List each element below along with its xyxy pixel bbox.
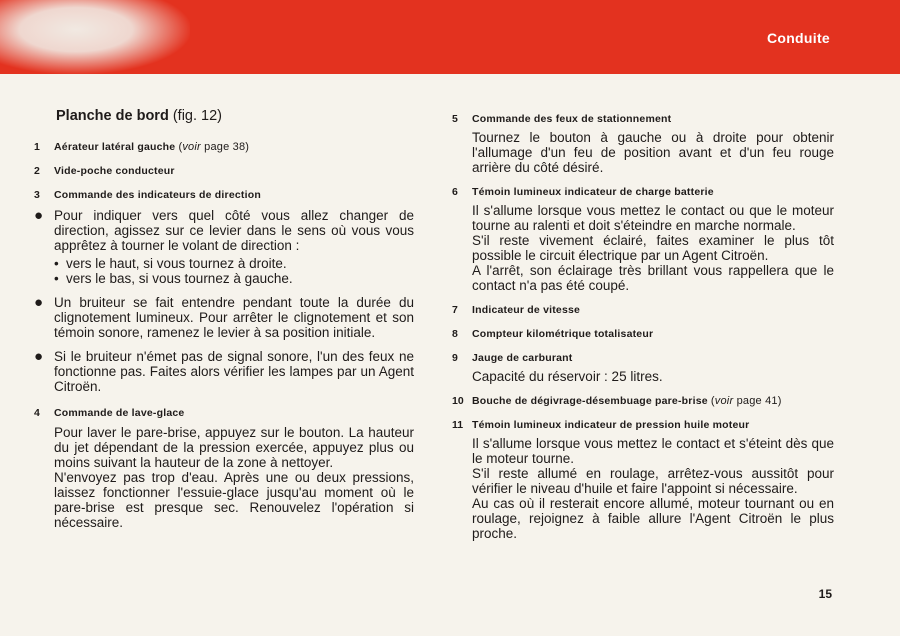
header-band bbox=[0, 0, 900, 74]
item-5-text: Tournez le bouton à gauche ou à droite pour obtenir l'allumage d'un feu de position avant et d'un feu rouge arrière du côté désiré. bbox=[472, 130, 834, 175]
item-11-text: S'il reste allumé en roulage, arrêtez-vous aussitôt pour vérifier le niveau d'huile et faire l'appoint si nécessaire. bbox=[472, 466, 834, 496]
chapter-title: Conduite bbox=[766, 30, 830, 46]
item-6-text: A l'arrêt, son éclairage très brillant vous rappellera que le contact n'a pas été coupé. bbox=[472, 263, 834, 293]
item-7: 7 Indicateur de vitesse bbox=[452, 304, 581, 316]
item-9: 9 Jauge de carburant bbox=[452, 352, 573, 364]
sub-bullet: • vers le haut, si vous tournez à droite. bbox=[54, 256, 287, 271]
item-10: 10 Bouche de dégivrage-désembuage pare-brise (voir page 41) bbox=[452, 395, 782, 407]
item-3: 3 Commande des indicateurs de direction bbox=[34, 189, 261, 201]
section-title: Planche de bord (fig. 12) bbox=[56, 108, 223, 124]
bullet-paragraph: ● Un bruiteur se fait entendre pendant toute la durée du clignotement lumineux. Pour arrêter le clignotement et son témoin sonore, ramenez le levier à sa position initiale. bbox=[34, 294, 414, 340]
page-number: 15 bbox=[818, 587, 832, 601]
bullet-dot: ● bbox=[34, 207, 44, 224]
sub-bullet: • vers le bas, si vous tournez à gauche. bbox=[54, 271, 293, 286]
bullet-dot: ● bbox=[34, 348, 44, 365]
item-9-text: Capacité du réservoir : 25 litres. bbox=[472, 369, 663, 384]
item-2: 2 Vide-poche conducteur bbox=[34, 165, 175, 177]
left-column bbox=[34, 108, 414, 533]
bullet-paragraph: ● Si le bruiteur n'émet pas de signal sonore, l'un des feux ne fonctionne pas. Faites alors vérifier les lampes par un Agent Citroën. bbox=[34, 348, 414, 394]
item-8: 8 Compteur kilométrique totalisateur bbox=[452, 328, 654, 340]
item-11-text: Il s'allume lorsque vous mettez le contact et s'éteint dès que le moteur tourne. bbox=[472, 436, 834, 466]
bullet-dot: ● bbox=[34, 294, 44, 311]
item-6-text: S'il reste vivement éclairé, faites examiner le plus tôt possible le circuit électrique par un Agent Citroën. bbox=[472, 233, 834, 263]
bullet-paragraph: ● Pour indiquer vers quel côté vous allez changer de direction, agissez sur ce levier dans le sens où vous vous apprêtez à tourner le volant de direction : • vers le haut, si vous tournez à droite. • vers le bas, si vous tournez à gauche. bbox=[34, 207, 414, 286]
right-column bbox=[452, 112, 834, 544]
item-6: 6 Témoin lumineux indicateur de charge batterie bbox=[452, 186, 714, 198]
item-11-text: Au cas où il resterait encore allumé, moteur tournant ou en roulage, rejoignez à faible allure l'Agent Citroën le plus proche. bbox=[472, 496, 834, 541]
item-4-text: Pour laver le pare-brise, appuyez sur le bouton. La hauteur du jet dépendant de la pression exercée, appuyez plus ou moins suivant la hauteur de la zone à nettoyer. bbox=[54, 425, 414, 470]
item-4-text: N'envoyez pas trop d'eau. Après une ou deux pressions, laissez fonctionner l'essuie-glace jusqu'au moment où le pare-brise est presque sec. Renouvelez l'opération si nécessaire. bbox=[54, 470, 414, 530]
item-6-text: Il s'allume lorsque vous mettez le contact ou que le moteur tourne au ralenti et doit s'éteindre en marche normale. bbox=[472, 203, 834, 233]
item-1: 1 Aérateur latéral gauche (voir page 38) bbox=[34, 141, 250, 153]
item-11: 11 Témoin lumineux indicateur de pression huile moteur bbox=[452, 419, 750, 431]
item-4: 4 Commande de lave-glace bbox=[34, 407, 185, 419]
item-5: 5 Commande des feux de stationnement bbox=[452, 113, 672, 125]
